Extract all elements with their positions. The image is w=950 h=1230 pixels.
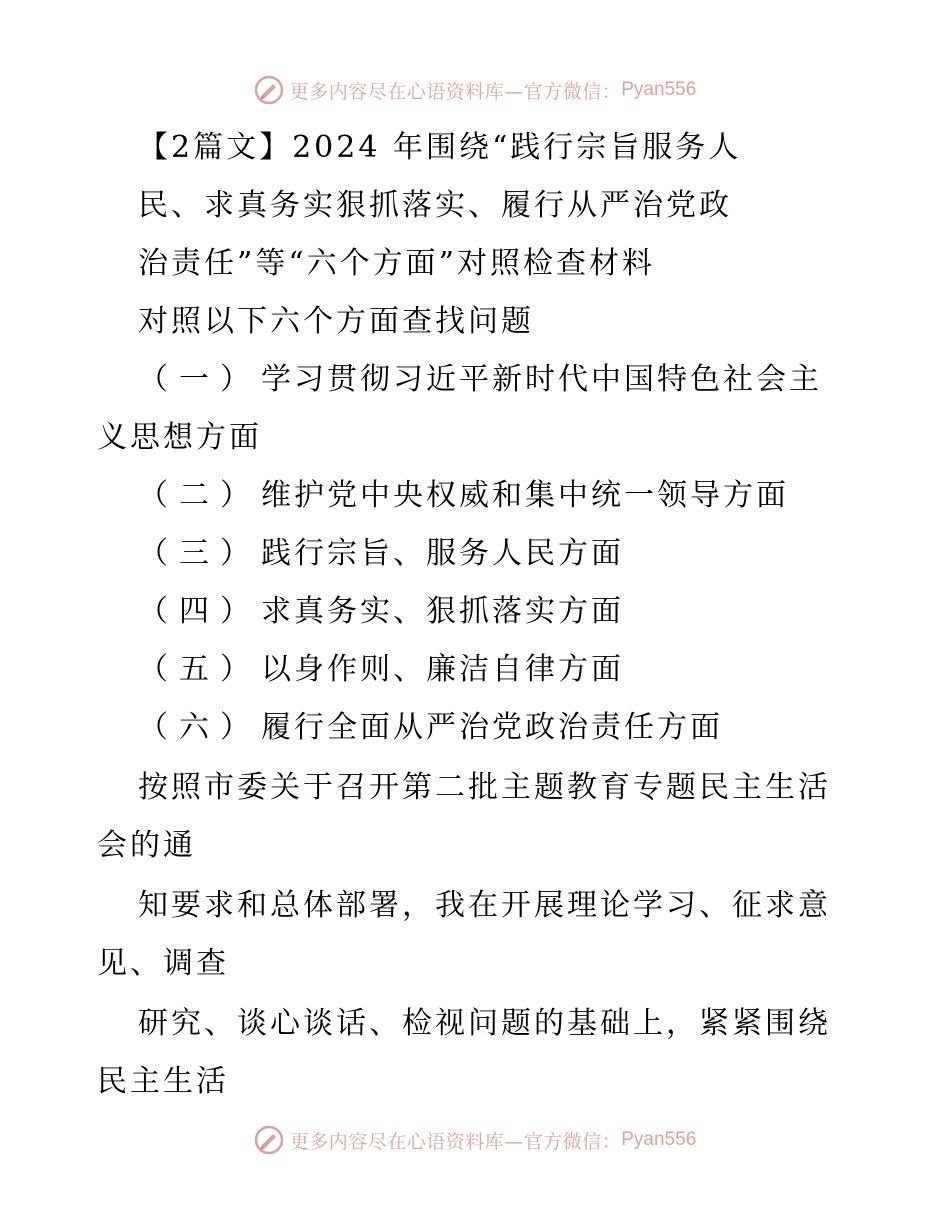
item-number: （四） bbox=[138, 594, 261, 629]
list-item bbox=[138, 650, 624, 690]
pen-logo-icon bbox=[254, 75, 284, 105]
item-number: （三） bbox=[138, 536, 261, 571]
item-number: （二） bbox=[138, 478, 261, 513]
item-number: （六） bbox=[138, 710, 261, 745]
item-number: （五） bbox=[138, 652, 261, 687]
list-item bbox=[138, 592, 624, 632]
title-line-2: 民、求真务实狠抓落实、履行从严治党政 bbox=[138, 188, 732, 223]
item-text: 求真务实、狠抓落实方面 bbox=[261, 594, 624, 629]
list-item bbox=[138, 476, 789, 516]
paragraph-line-2: 会的通 bbox=[97, 828, 196, 863]
list-item bbox=[138, 534, 624, 574]
intro-line: 对照以下六个方面查找问题 bbox=[138, 304, 534, 339]
footer-banner-wechat-id: Pyan556 bbox=[621, 1129, 697, 1150]
item-number: （一） bbox=[138, 362, 261, 397]
paragraph-line-4: 见、调查 bbox=[97, 946, 229, 981]
paragraph-line-6: 民主生活 bbox=[97, 1064, 229, 1099]
title-line-1: 【2篇文】2024 年围绕“践行宗旨服务人 bbox=[138, 130, 742, 165]
footer-watermark-banner bbox=[0, 1120, 950, 1160]
header-banner-text: 更多内容尽在心语资料库—官方微信： bbox=[289, 80, 622, 103]
list-item-continuation: 义思想方面 bbox=[97, 420, 262, 455]
item-text: 履行全面从严治党政治责任方面 bbox=[261, 710, 723, 745]
header-watermark-banner bbox=[0, 70, 950, 110]
header-banner-wechat-id: Pyan556 bbox=[621, 79, 697, 100]
list-item bbox=[138, 708, 723, 748]
footer-banner-text: 更多内容尽在心语资料库—官方微信： bbox=[289, 1130, 622, 1153]
item-text: 以身作则、廉洁自律方面 bbox=[261, 652, 624, 687]
paragraph-line-3: 知要求和总体部署，我在开展理论学习、征求意 bbox=[138, 888, 831, 923]
item-text: 践行宗旨、服务人民方面 bbox=[261, 536, 624, 571]
pen-logo-icon bbox=[254, 1125, 284, 1155]
item-text: 维护党中央权威和集中统一领导方面 bbox=[261, 478, 789, 513]
paragraph-line-5: 研究、谈心谈话、检视问题的基础上，紧紧围绕 bbox=[138, 1006, 831, 1041]
paragraph-line-1: 按照市委关于召开第二批主题教育专题民主生活 bbox=[138, 770, 831, 805]
item-text: 学习贯彻习近平新时代中国特色社会主 bbox=[261, 362, 822, 397]
title-line-3: 治责任”等“六个方面”对照检查材料 bbox=[138, 246, 656, 281]
list-item bbox=[138, 360, 822, 400]
